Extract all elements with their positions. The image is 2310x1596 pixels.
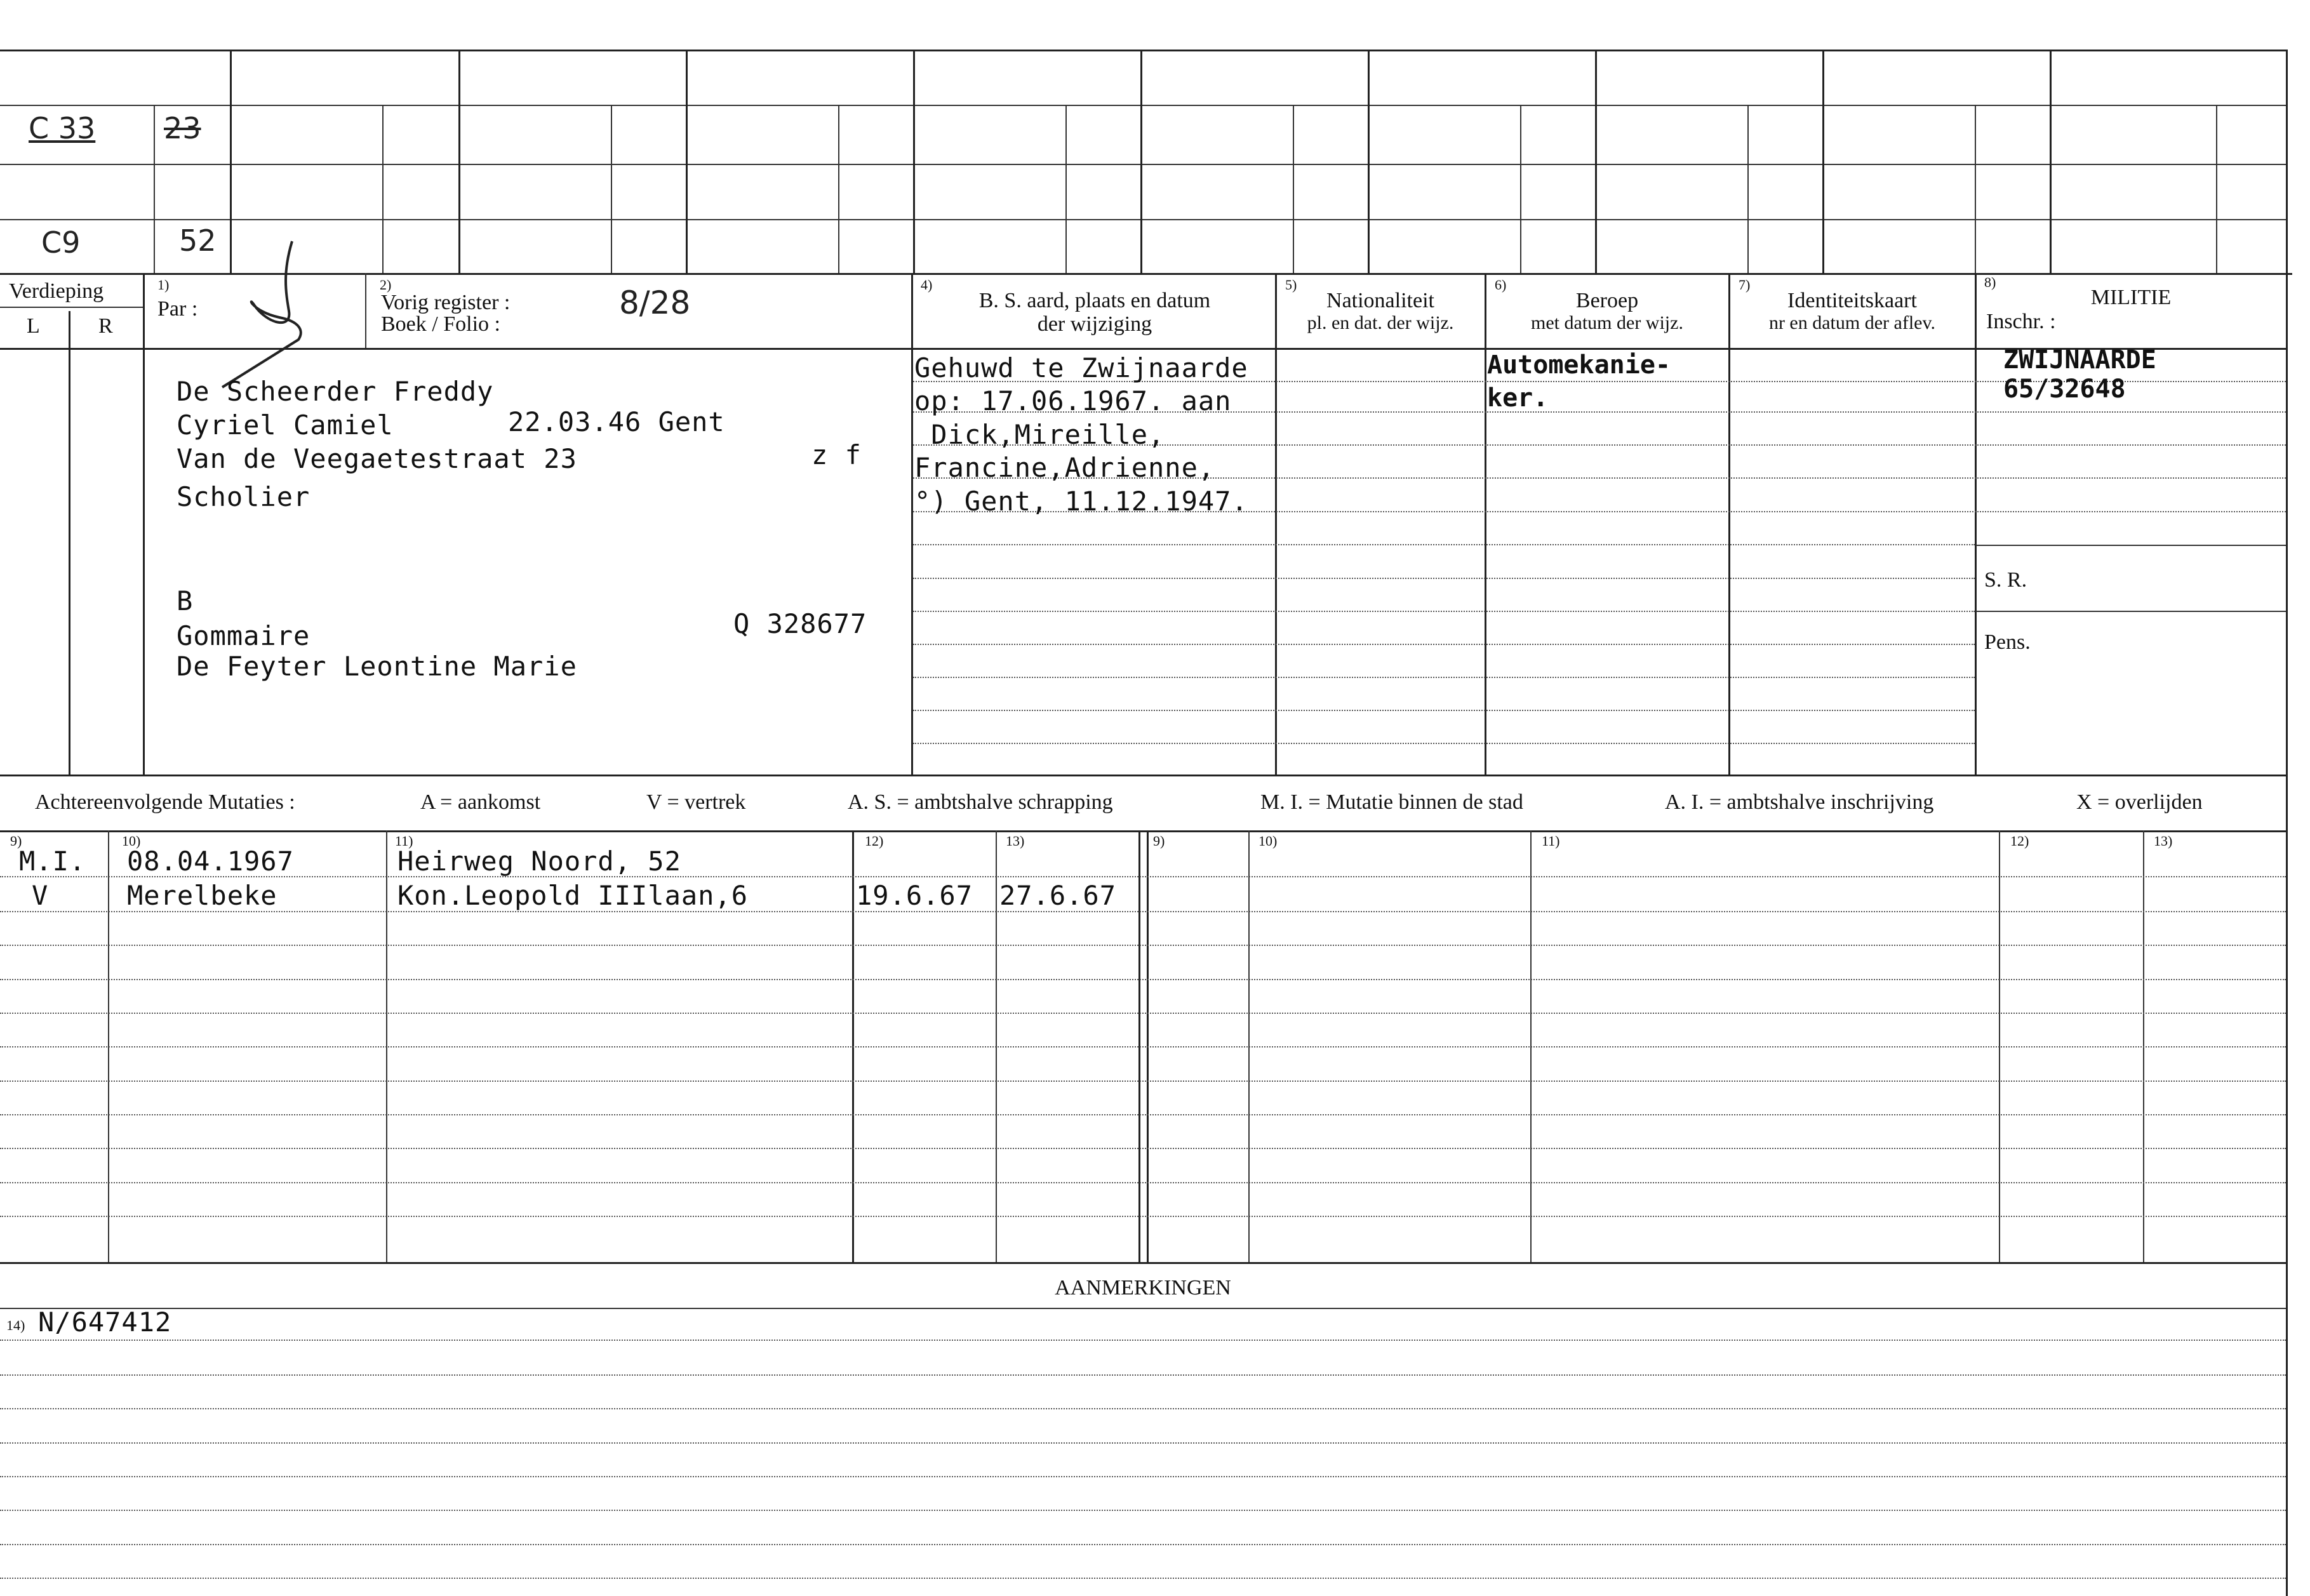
mut-row-line	[0, 1046, 2286, 1047]
civil-line-5: °) Gent, 11.12.1947.	[914, 486, 1248, 517]
beroep-line-2: ker.	[1487, 383, 1549, 413]
remarks-line	[0, 1578, 2286, 1579]
remarks-line	[0, 1408, 2286, 1409]
person-name: De Scheerder Freddy	[177, 376, 494, 407]
col-divider	[1485, 273, 1486, 775]
militie-divider	[1976, 545, 2286, 546]
legend-v: V = vertrek	[646, 790, 746, 814]
person-address: Van de Veegaetestraat 23	[177, 443, 577, 474]
top-code-1: C 33	[29, 111, 96, 145]
mut-row-line	[0, 876, 2286, 877]
legend-mi: M. I. = Mutatie binnen de stad	[1260, 790, 1523, 814]
person-given-names: Cyriel Camiel	[177, 409, 394, 441]
r-label: R	[98, 314, 113, 338]
remarks-line	[0, 1374, 2286, 1376]
mutation-row-2-address: Kon.Leopold IIIlaan,6	[397, 880, 749, 911]
grid-vline	[2050, 50, 2052, 273]
dotted-line	[913, 611, 1975, 612]
boek-folio-label: Boek / Folio :	[381, 312, 500, 336]
verdieping-divider	[0, 307, 143, 308]
top-num-2: 52	[179, 223, 217, 258]
person-father: Gommaire	[177, 620, 310, 651]
vorig-num: 2)	[380, 277, 392, 293]
person-mother: De Feyter Leontine Marie	[177, 651, 577, 682]
beroep-label-2: met datum der wijz.	[1531, 312, 1683, 333]
mut-row-line	[0, 945, 2286, 946]
mutation-top-line	[0, 830, 2286, 832]
mutation-bottom-line	[0, 1262, 2286, 1264]
grid-vline	[611, 105, 612, 273]
right-border	[2286, 50, 2288, 1596]
mut-head-13b: 13)	[2154, 833, 2173, 849]
bs-label-2: der wijziging	[1037, 312, 1152, 336]
civil-line-2: op: 17.06.1967. aan	[914, 385, 1232, 416]
mut-head-9b: 9)	[1153, 833, 1165, 849]
mut-row-line	[0, 1148, 2286, 1149]
person-block-bottom	[0, 775, 2286, 776]
header-bottom-line	[0, 348, 2286, 350]
remarks-line	[0, 1510, 2286, 1511]
lr-divider	[69, 311, 70, 775]
remarks-line	[0, 1544, 2286, 1545]
grid-line	[0, 164, 2286, 165]
mutation-row-2-type: V	[32, 880, 49, 911]
sr-label: S. R.	[1984, 568, 2027, 592]
civil-line-3: Dick,Mireille,	[914, 419, 1165, 450]
militie-divider	[1976, 611, 2286, 612]
dotted-line	[913, 743, 1975, 744]
col-divider	[1275, 273, 1277, 775]
mutation-row-2-d13: 27.6.67	[999, 880, 1117, 911]
mut-head-12: 12)	[865, 833, 884, 849]
beroep-label-1: Beroep	[1575, 289, 1639, 312]
grid-line	[0, 105, 2286, 106]
dotted-line	[913, 544, 1975, 545]
mut-head-9: 9)	[10, 833, 22, 849]
remarks-text: N/647412	[38, 1307, 172, 1338]
militie-label: MILITIE	[2090, 286, 2172, 309]
mut-row-line	[0, 1182, 2286, 1183]
par-num: 1)	[157, 277, 170, 293]
grid-vline	[1747, 105, 1749, 273]
grid-line	[0, 273, 2292, 275]
grid-vline	[1140, 50, 1142, 273]
grid-vline	[1368, 50, 1370, 273]
l-label: L	[27, 314, 40, 338]
id-label-2: nr en datum der aflev.	[1768, 312, 1936, 333]
grid-vline	[913, 50, 915, 273]
nat-num: 5)	[1285, 277, 1297, 293]
verdieping-label: Verdieping	[9, 279, 104, 303]
top-border	[0, 50, 2286, 51]
grid-vline	[458, 50, 460, 273]
mut-head-13: 13)	[1006, 833, 1025, 849]
mut-row-line	[0, 911, 2286, 912]
mut-head-12b: 12)	[2010, 833, 2029, 849]
beroep-num: 6)	[1495, 277, 1507, 293]
id-num: 7)	[1739, 277, 1751, 293]
person-birth: 22.03.46 Gent	[508, 406, 725, 437]
vorig-register-label: Vorig register :	[381, 291, 511, 314]
mut-head-11b: 11)	[1542, 833, 1560, 849]
col-divider	[1975, 273, 1977, 775]
mut-head-10b: 10)	[1258, 833, 1278, 849]
person-b: B	[177, 585, 194, 616]
remarks-num: 14)	[6, 1317, 25, 1333]
person-zf: z f	[811, 439, 862, 470]
mutation-row-1-address: Heirweg Noord, 52	[397, 846, 681, 877]
grid-vline	[1293, 105, 1294, 273]
person-q-number: Q 328677	[733, 608, 867, 639]
legend-as: A. S. = ambtshalve schrapping	[848, 790, 1113, 814]
dotted-line	[913, 677, 1975, 678]
legend-x: X = overlijden	[2076, 790, 2203, 814]
dotted-line	[913, 578, 1975, 579]
mutation-row-2-d12: 19.6.67	[856, 880, 973, 911]
grid-vline	[1822, 50, 1824, 273]
militie-number: 65/32648	[2003, 375, 2126, 404]
mut-row-line	[0, 1114, 2286, 1115]
inschr-label: Inschr. :	[1986, 310, 2056, 333]
top-num-1: 23	[164, 111, 201, 145]
mut-head-11: 11)	[395, 833, 413, 849]
mut-row-line	[0, 1216, 2286, 1217]
top-code-2: C9	[41, 225, 81, 260]
grid-vline	[1520, 105, 1521, 273]
beroep-line-1: Automekanie-	[1487, 350, 1671, 380]
pens-label: Pens.	[1984, 630, 2031, 654]
remarks-divider	[0, 1308, 2286, 1309]
grid-vline	[838, 105, 839, 273]
mutation-row-1-date: 08.04.1967	[127, 846, 294, 877]
grid-vline	[1595, 50, 1597, 273]
mut-row-line	[0, 1081, 2286, 1082]
civil-line-1: Gehuwd te Zwijnaarde	[914, 352, 1248, 383]
par-label: Par :	[157, 297, 198, 321]
remarks-line	[0, 1340, 2286, 1341]
nat-label-1: Nationaliteit	[1326, 289, 1434, 312]
col-divider	[1728, 273, 1730, 775]
grid-vline	[1975, 105, 1976, 273]
dotted-line	[913, 644, 1975, 645]
grid-vline	[382, 105, 384, 273]
mut-head-10: 10)	[122, 833, 141, 849]
militie-place: ZWIJNAARDE	[2003, 345, 2156, 375]
id-label-1: Identiteitskaart	[1787, 289, 1917, 312]
remarks-line	[0, 1476, 2286, 1477]
mut-row-line	[0, 979, 2286, 980]
col-divider	[365, 273, 366, 348]
remarks-title: AANMERKINGEN	[1055, 1276, 1231, 1300]
grid-vline	[1065, 105, 1067, 273]
grid-vline	[686, 50, 688, 273]
remarks-line	[0, 1442, 2286, 1444]
col-divider	[143, 273, 145, 775]
grid-vline	[154, 105, 155, 273]
mutation-row-2-date: Merelbeke	[127, 880, 277, 911]
nat-label-2: pl. en dat. der wijz.	[1307, 312, 1454, 333]
legend-ai: A. I. = ambtshalve inschrijving	[1665, 790, 1934, 814]
person-occupation: Scholier	[177, 481, 310, 512]
mutation-row-1-type: M.I.	[19, 846, 86, 877]
legend-a: A = aankomst	[420, 790, 541, 814]
bs-label-1: B. S. aard, plaats en datum	[978, 289, 1211, 312]
legend-title: Achtereenvolgende Mutaties :	[35, 790, 295, 814]
col-divider	[911, 273, 913, 775]
grid-vline	[2216, 105, 2217, 273]
civil-line-4: Francine,Adrienne,	[914, 452, 1215, 483]
mut-row-line	[0, 1013, 2286, 1014]
bs-num: 4)	[921, 277, 933, 293]
dotted-line	[913, 710, 1975, 711]
scribble-mark	[203, 235, 343, 400]
militie-num: 8)	[1984, 274, 1996, 290]
grid-line	[0, 219, 2286, 220]
vorig-register-value: 8/28	[619, 284, 691, 321]
